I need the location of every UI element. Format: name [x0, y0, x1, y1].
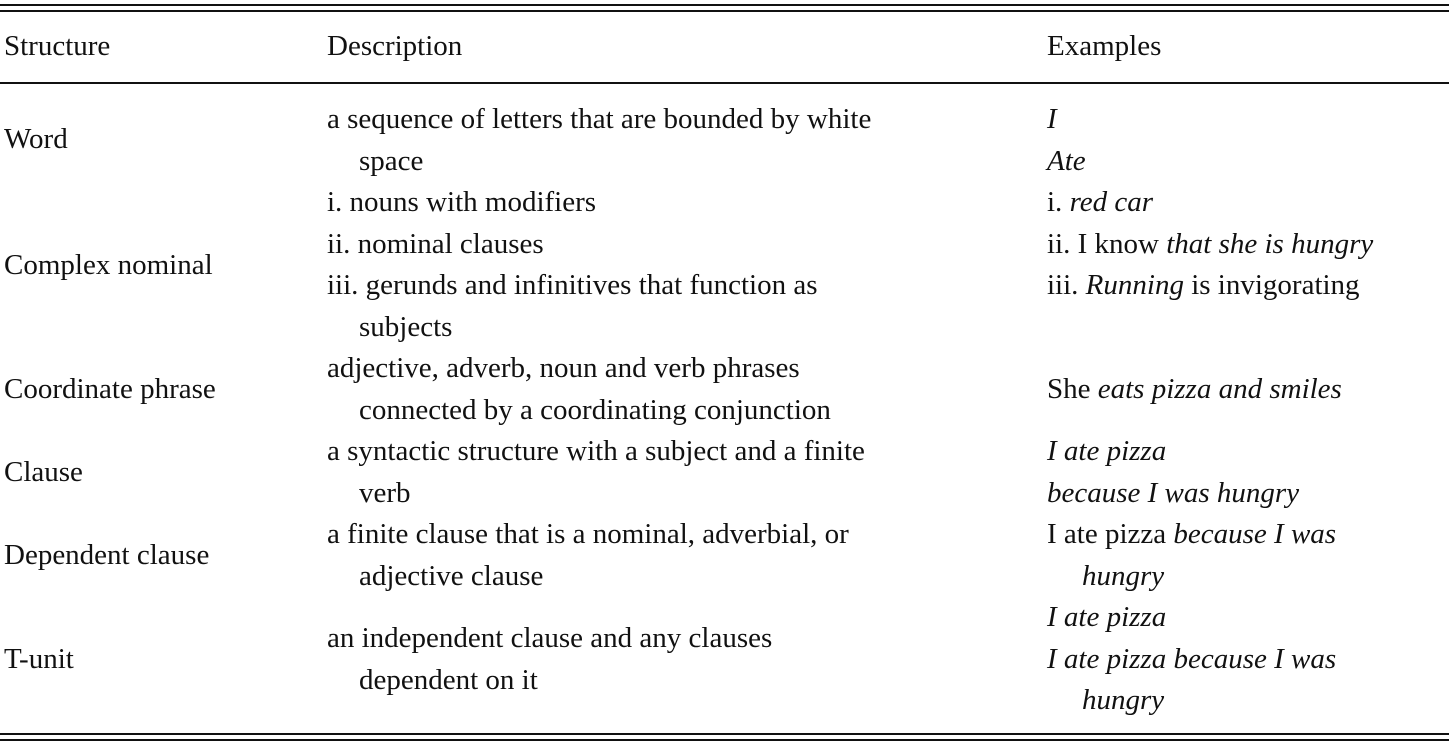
row-complex-nominal-structure: Complex nominal	[4, 249, 213, 281]
row-clause-structure: Clause	[4, 456, 83, 488]
row-dependent-clause-description-line1: a finite clause that is a nominal, adverbial, or	[327, 518, 849, 550]
row-clause-description-line2: verb	[359, 477, 411, 509]
row-complex-nominal-example-1	[1047, 188, 1153, 217]
row-t-unit-example-3: hungry	[1082, 684, 1165, 716]
row-word-example-2: Ate	[1047, 145, 1086, 177]
header-rule	[0, 82, 1449, 84]
example-italic: because I was	[1173, 518, 1337, 550]
row-t-unit-structure: T-unit	[4, 643, 74, 675]
example-prefix: I ate pizza	[1047, 518, 1174, 550]
row-clause-example-2: because I was hungry	[1047, 477, 1300, 509]
top-rule-outer	[0, 4, 1449, 6]
row-t-unit-description-line1: an independent clause and any clauses	[327, 622, 773, 654]
row-complex-nominal-description-line1: i. nouns with modifiers	[327, 186, 597, 218]
row-complex-nominal-description-line4: subjects	[359, 311, 453, 343]
row-dependent-clause-example-2: hungry	[1082, 560, 1165, 592]
example-prefix: ii. I know	[1047, 228, 1167, 260]
row-coordinate-phrase-description-line2: connected by a coordinating conjunction	[359, 394, 831, 426]
header-description: Description	[327, 30, 463, 62]
example-italic: that she is hungry	[1166, 228, 1374, 260]
header-structure: Structure	[4, 30, 111, 62]
example-italic: eats pizza and smiles	[1097, 373, 1342, 405]
row-word-description-line2: space	[359, 145, 424, 177]
example-prefix: i.	[1047, 186, 1070, 218]
top-rule-inner	[0, 10, 1449, 12]
example-prefix: She	[1047, 373, 1098, 405]
example-prefix: iii.	[1047, 269, 1086, 301]
row-t-unit-example-2: I ate pizza because I was	[1047, 643, 1337, 675]
row-clause-description-line1: a syntactic structure with a subject and a finite	[327, 435, 865, 467]
row-word-example-1: I	[1047, 103, 1057, 135]
row-coordinate-phrase-structure: Coordinate phrase	[4, 373, 216, 405]
row-word-description-line1: a sequence of letters that are bounded by white	[327, 103, 872, 135]
row-complex-nominal-description-line3: iii. gerunds and infinitives that function as	[327, 269, 818, 301]
row-dependent-clause-description-line2: adjective clause	[359, 560, 544, 592]
example-suffix: is invigorating	[1183, 269, 1360, 301]
row-complex-nominal-example-3	[1047, 271, 1360, 300]
row-dependent-clause-example-1	[1047, 520, 1336, 549]
row-complex-nominal-description-line2: ii. nominal clauses	[327, 228, 544, 260]
header-examples: Examples	[1047, 30, 1162, 62]
row-t-unit-description-line2: dependent on it	[359, 664, 538, 696]
row-complex-nominal-example-2	[1047, 230, 1373, 259]
row-coordinate-phrase-description-line1: adjective, adverb, noun and verb phrases	[327, 352, 800, 384]
row-coordinate-phrase-example-1	[1047, 375, 1342, 404]
row-clause-example-1: I ate pizza	[1047, 435, 1167, 467]
row-t-unit-example-1: I ate pizza	[1047, 601, 1167, 633]
example-italic: red car	[1069, 186, 1154, 218]
example-italic: Running	[1085, 269, 1184, 301]
bottom-rule-inner	[0, 733, 1449, 735]
bottom-rule-outer	[0, 739, 1449, 741]
row-word-structure: Word	[4, 123, 68, 155]
row-dependent-clause-structure: Dependent clause	[4, 539, 210, 571]
